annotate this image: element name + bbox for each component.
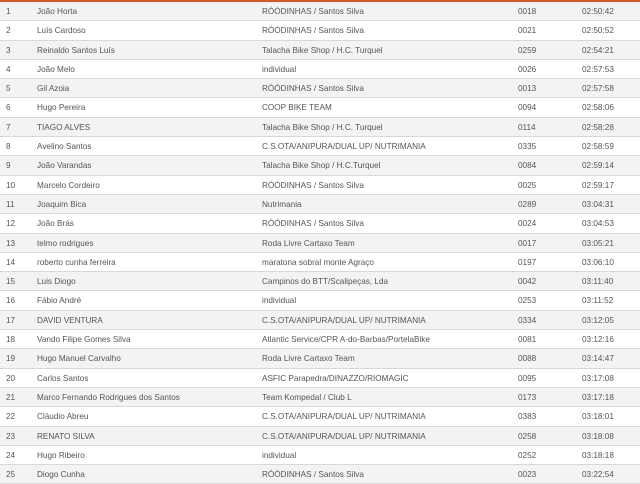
rider-name-cell: Hugo Manuel Carvalho <box>37 354 121 364</box>
team-cell: RÓÓDINHAS / Santos Silva <box>262 180 364 190</box>
bib-number-cell: 0383 <box>518 412 537 422</box>
time-cell: 02:57:53 <box>582 64 614 74</box>
team-cell: Talacha Bike Shop / H.C. Turquel <box>262 45 383 55</box>
bib-number-cell: 0252 <box>518 450 537 460</box>
bib-number-cell: 0095 <box>518 373 537 383</box>
rider-name-cell: João Varandas <box>37 161 92 171</box>
team-cell: C.S.OTA/ANIPURA/DUAL UP/ NUTRIMANIA <box>262 431 426 441</box>
position-cell: 19 <box>6 354 16 364</box>
team-cell: ASFIC Parapedra/DINAZZO/RIOMAGIC <box>262 373 409 383</box>
position-cell: 18 <box>6 335 16 345</box>
team-cell: maratona sobral monte Agraço <box>262 257 374 267</box>
position-cell: 2 <box>6 26 11 36</box>
table-row <box>0 214 640 233</box>
table-row <box>0 176 640 195</box>
time-cell: 02:58:59 <box>582 142 614 152</box>
bib-number-cell: 0084 <box>518 161 537 171</box>
position-cell: 8 <box>6 142 11 152</box>
time-cell: 03:22:54 <box>582 470 614 480</box>
table-row <box>0 79 640 98</box>
position-cell: 1 <box>6 7 11 16</box>
bib-number-cell: 0026 <box>518 64 537 74</box>
rider-name-cell: TIAGO ALVES <box>37 122 91 132</box>
time-cell: 03:18:18 <box>582 450 614 460</box>
bib-number-cell: 0042 <box>518 277 537 287</box>
time-cell: 02:58:06 <box>582 103 614 113</box>
rider-name-cell: DAVID VENTURA <box>37 315 103 325</box>
team-cell: Campinos do BTT/Scalipeças, Lda <box>262 277 389 287</box>
bib-number-cell: 0024 <box>518 219 537 229</box>
results-table <box>0 2 640 484</box>
position-cell: 3 <box>6 45 11 55</box>
bib-number-cell: 0013 <box>518 84 537 94</box>
team-cell: RÓÓDINHAS / Santos Silva <box>262 470 364 480</box>
table-row <box>0 137 640 156</box>
position-cell: 14 <box>6 257 16 267</box>
time-cell: 02:57:58 <box>582 84 614 94</box>
rider-name-cell: João Horta <box>37 7 78 16</box>
bib-number-cell: 0334 <box>518 315 537 325</box>
position-cell: 11 <box>6 199 15 209</box>
bib-number-cell: 0088 <box>518 354 537 364</box>
team-cell: C.S.OTA/ANIPURA/DUAL UP/ NUTRIMANIA <box>262 412 426 422</box>
bib-number-cell: 0258 <box>518 431 537 441</box>
bib-number-cell: 0289 <box>518 199 537 209</box>
table-row <box>0 234 640 253</box>
team-cell: COOP BIKE TEAM <box>262 103 332 113</box>
table-row <box>0 253 640 272</box>
table-row <box>0 21 640 40</box>
bib-number-cell: 0017 <box>518 238 537 248</box>
table-row <box>0 41 640 60</box>
table-row <box>0 369 640 388</box>
rider-name-cell: Fábio André <box>37 296 82 306</box>
table-row <box>0 388 640 407</box>
table-row <box>0 446 640 465</box>
position-cell: 9 <box>6 161 11 171</box>
position-cell: 13 <box>6 238 16 248</box>
table-row <box>0 272 640 291</box>
position-cell: 20 <box>6 373 16 383</box>
table-row <box>0 60 640 79</box>
table-row <box>0 156 640 175</box>
position-cell: 23 <box>6 431 16 441</box>
bib-number-cell: 0018 <box>518 7 537 16</box>
rider-name-cell: RENATO SILVA <box>37 431 95 441</box>
table-row <box>0 195 640 214</box>
table-row <box>0 330 640 349</box>
table-row <box>0 349 640 368</box>
time-cell: 02:50:52 <box>582 26 614 36</box>
team-cell: Talacha Bike Shop / H.C. Turquel <box>262 122 383 132</box>
team-cell: C.S.OTA/ANIPURA/DUAL UP/ NUTRIMANIA <box>262 315 426 325</box>
rider-name-cell: Reinaldo Santos Luís <box>37 45 115 55</box>
rider-name-cell: João Melo <box>37 64 75 74</box>
time-cell: 03:04:31 <box>582 199 614 209</box>
position-cell: 15 <box>6 277 16 287</box>
time-cell: 03:05:21 <box>582 238 614 248</box>
rider-name-cell: João Brás <box>37 219 74 229</box>
position-cell: 7 <box>6 122 11 132</box>
rider-name-cell: telmo rodrigues <box>37 238 94 248</box>
rider-name-cell: Cláudio Abreu <box>37 412 89 422</box>
team-cell: Team Kompedal / Club L <box>262 392 352 402</box>
rider-name-cell: Carlos Santos <box>37 373 89 383</box>
position-cell: 22 <box>6 412 16 422</box>
table-row <box>0 311 640 330</box>
bib-number-cell: 0094 <box>518 103 537 113</box>
team-cell: Roda Livre Cartaxo Team <box>262 238 355 248</box>
team-cell: RÓÓDINHAS / Santos Silva <box>262 26 364 36</box>
position-cell: 24 <box>6 450 16 460</box>
time-cell: 03:12:16 <box>582 335 614 345</box>
time-cell: 03:11:40 <box>582 277 614 287</box>
time-cell: 03:11:52 <box>582 296 614 306</box>
table-row <box>0 98 640 117</box>
bib-number-cell: 0173 <box>518 392 537 402</box>
rider-name-cell: Luis Diogo <box>37 277 76 287</box>
bib-number-cell: 0253 <box>518 296 537 306</box>
time-cell: 02:58:28 <box>582 122 614 132</box>
bib-number-cell: 0114 <box>518 122 536 132</box>
rider-name-cell: Marcelo Cordeiro <box>37 180 100 190</box>
team-cell: individual <box>262 64 297 74</box>
bib-number-cell: 0197 <box>518 257 537 267</box>
position-cell: 25 <box>6 470 16 480</box>
table-row <box>0 118 640 137</box>
rider-name-cell: Avelino Santos <box>37 142 92 152</box>
time-cell: 03:17:08 <box>582 373 614 383</box>
position-cell: 17 <box>6 315 16 325</box>
table-row <box>0 407 640 426</box>
time-cell: 03:04:53 <box>582 219 614 229</box>
time-cell: 03:18:01 <box>582 412 614 422</box>
time-cell: 03:12:05 <box>582 315 614 325</box>
time-cell: 03:06:10 <box>582 257 614 267</box>
bib-number-cell: 0335 <box>518 142 537 152</box>
position-cell: 16 <box>6 296 16 306</box>
time-cell: 02:59:14 <box>582 161 614 171</box>
time-cell: 02:50:42 <box>582 7 614 16</box>
bib-number-cell: 0025 <box>518 180 537 190</box>
time-cell: 03:14:47 <box>582 354 614 364</box>
team-cell: C.S.OTA/ANIPURA/DUAL UP/ NUTRIMANIA <box>262 142 426 152</box>
time-cell: 03:18:08 <box>582 431 614 441</box>
table-row <box>0 427 640 446</box>
position-cell: 12 <box>6 219 16 229</box>
bib-number-cell: 0021 <box>518 26 537 36</box>
table-row <box>0 465 640 484</box>
position-cell: 4 <box>6 64 11 74</box>
rider-name-cell: Diogo Cunha <box>37 470 85 480</box>
table-row <box>0 2 640 21</box>
bib-number-cell: 0081 <box>518 335 537 345</box>
rider-name-cell: Hugo Ribeiro <box>37 450 85 460</box>
rider-name-cell: roberto cunha ferreira <box>37 257 116 267</box>
time-cell: 02:59:17 <box>582 180 614 190</box>
rider-name-cell: Luís Cardoso <box>37 26 86 36</box>
position-cell: 5 <box>6 84 11 94</box>
position-cell: 6 <box>6 103 11 113</box>
team-cell: RÓÓDINHAS / Santos Silva <box>262 84 364 94</box>
team-cell: RÓÓDINHAS / Santos Silva <box>262 7 364 16</box>
rider-name-cell: Hugo Pereira <box>37 103 86 113</box>
time-cell: 03:17:18 <box>582 392 614 402</box>
team-cell: Nutrimania <box>262 199 302 209</box>
bib-number-cell: 0259 <box>518 45 537 55</box>
rider-name-cell: Gil Azoia <box>37 84 70 94</box>
team-cell: Atlantic Service/CPR A-do-Barbas/PortelaBike <box>262 335 430 345</box>
rider-name-cell: Vando Filipe Gomes Silva <box>37 335 131 345</box>
team-cell: Roda Livre Cartaxo Team <box>262 354 355 364</box>
team-cell: Talacha Bike Shop / H.C.Turquel <box>262 161 381 171</box>
team-cell: individual <box>262 296 297 306</box>
time-cell: 02:54:21 <box>582 45 614 55</box>
bib-number-cell: 0023 <box>518 470 537 480</box>
team-cell: RÓÓDINHAS / Santos Silva <box>262 219 364 229</box>
position-cell: 10 <box>6 180 16 190</box>
rider-name-cell: Marco Fernando Rodrigues dos Santos <box>37 392 180 402</box>
table-row <box>0 291 640 310</box>
team-cell: individual <box>262 450 297 460</box>
rider-name-cell: Joaquim Bica <box>37 199 87 209</box>
position-cell: 21 <box>6 392 16 402</box>
